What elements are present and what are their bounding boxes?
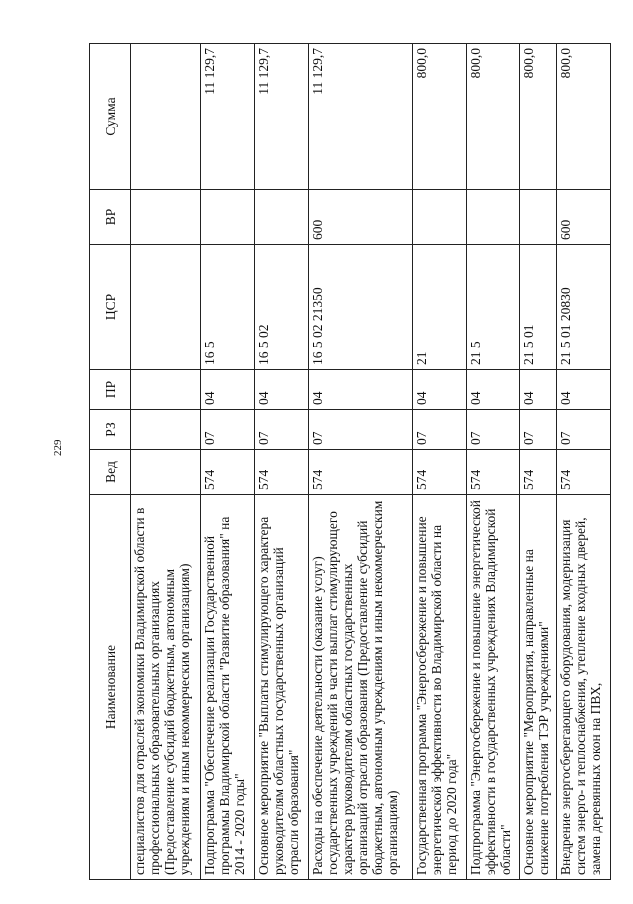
cell-ved: 574 (412, 450, 466, 495)
table-header-row (90, 44, 131, 880)
cell-csr: 16 5 02 21350 (308, 245, 412, 370)
cell-rz (131, 410, 201, 450)
cell-rz: 07 (412, 410, 466, 450)
cell-sum (131, 44, 201, 190)
table-row (412, 44, 466, 880)
cell-pr: 04 (412, 370, 466, 410)
cell-name: Расходы на обеспечение деятельности (оказание услуг) государственных учреждений в части выплат стимулирующего характера руководителям областных государственных организаций отрасли образования (Предоставление субсидий бюджетным, автономным учреждениям и иным некоммерческим организациям) (308, 495, 412, 880)
cell-rz: 07 (557, 410, 611, 450)
cell-vr (201, 190, 255, 245)
header-rz: РЗ (90, 410, 131, 450)
cell-name: Государственная программа "Энергосбережение и повышение энергетической эффективности во Владимирской области на период до 2020 года" (412, 495, 466, 880)
cell-rz: 07 (466, 410, 520, 450)
table-row (201, 44, 255, 880)
cell-sum: 800,0 (557, 44, 611, 190)
table-row (557, 44, 611, 880)
cell-name: Подпрограмма "Обеспечение реализации Государственной программы Владимирской области "Развитие образования" на 2014 - 2020 годы" (201, 495, 255, 880)
cell-name: Внедрение энергосберегающего оборудования, модернизация систем энерго- и теплоснабжения, утепление входных дверей, замена деревянных окон на ПВХ, (557, 495, 611, 880)
header-csr: ЦСР (90, 245, 131, 370)
cell-rz: 07 (201, 410, 255, 450)
cell-pr: 04 (308, 370, 412, 410)
cell-vr (520, 190, 557, 245)
cell-csr (131, 245, 201, 370)
cell-ved (131, 450, 201, 495)
header-sum: Сумма (90, 44, 131, 190)
cell-sum: 11 129,7 (308, 44, 412, 190)
cell-rz: 07 (255, 410, 309, 450)
cell-csr: 21 (412, 245, 466, 370)
budget-table-sheet (89, 44, 611, 880)
cell-name: специалистов для отраслей экономики Владимирской области в профессиональных образовательных организациях (Предоставление субсидий бюджетным, автономным учреждениям и иным некоммерческим организациям) (131, 495, 201, 880)
table-row (466, 44, 520, 880)
header-pr: ПР (90, 370, 131, 410)
cell-pr (131, 370, 201, 410)
cell-sum: 11 129,7 (201, 44, 255, 190)
cell-ved: 574 (520, 450, 557, 495)
cell-name: Основное мероприятие "Мероприятия, направленные на снижение потребления ТЭР учреждениями" (520, 495, 557, 880)
cell-sum: 11 129,7 (255, 44, 309, 190)
cell-name: Подпрограмма "Энергосбережение и повышение энергетической эффективности в государственных учреждениях Владимирской области" (466, 495, 520, 880)
cell-csr: 21 5 01 (520, 245, 557, 370)
cell-pr: 04 (466, 370, 520, 410)
cell-pr: 04 (557, 370, 611, 410)
table-row (308, 44, 412, 880)
header-name: Наименование (90, 495, 131, 880)
page-number: 229 (52, 439, 64, 456)
cell-sum: 800,0 (466, 44, 520, 190)
table-row (255, 44, 309, 880)
cell-ved: 574 (557, 450, 611, 495)
cell-name: Основное мероприятие "Выплаты стимулирующего характера руководителям областных государственных организаций отрасли образования" (255, 495, 309, 880)
cell-rz: 07 (520, 410, 557, 450)
header-vr: ВР (90, 190, 131, 245)
table-row (131, 44, 201, 880)
cell-pr: 04 (520, 370, 557, 410)
budget-table (89, 43, 611, 880)
cell-csr: 21 5 (466, 245, 520, 370)
cell-sum: 800,0 (412, 44, 466, 190)
cell-csr: 16 5 (201, 245, 255, 370)
cell-pr: 04 (201, 370, 255, 410)
cell-ved: 574 (466, 450, 520, 495)
cell-ved: 574 (255, 450, 309, 495)
cell-vr: 600 (308, 190, 412, 245)
cell-rz: 07 (308, 410, 412, 450)
cell-vr: 600 (557, 190, 611, 245)
cell-csr: 21 5 01 20830 (557, 245, 611, 370)
cell-vr (255, 190, 309, 245)
cell-vr (466, 190, 520, 245)
cell-sum: 800,0 (520, 44, 557, 190)
table-row (520, 44, 557, 880)
cell-vr (412, 190, 466, 245)
header-ved: Вед (90, 450, 131, 495)
cell-ved: 574 (308, 450, 412, 495)
cell-ved: 574 (201, 450, 255, 495)
cell-csr: 16 5 02 (255, 245, 309, 370)
cell-pr: 04 (255, 370, 309, 410)
cell-vr (131, 190, 201, 245)
